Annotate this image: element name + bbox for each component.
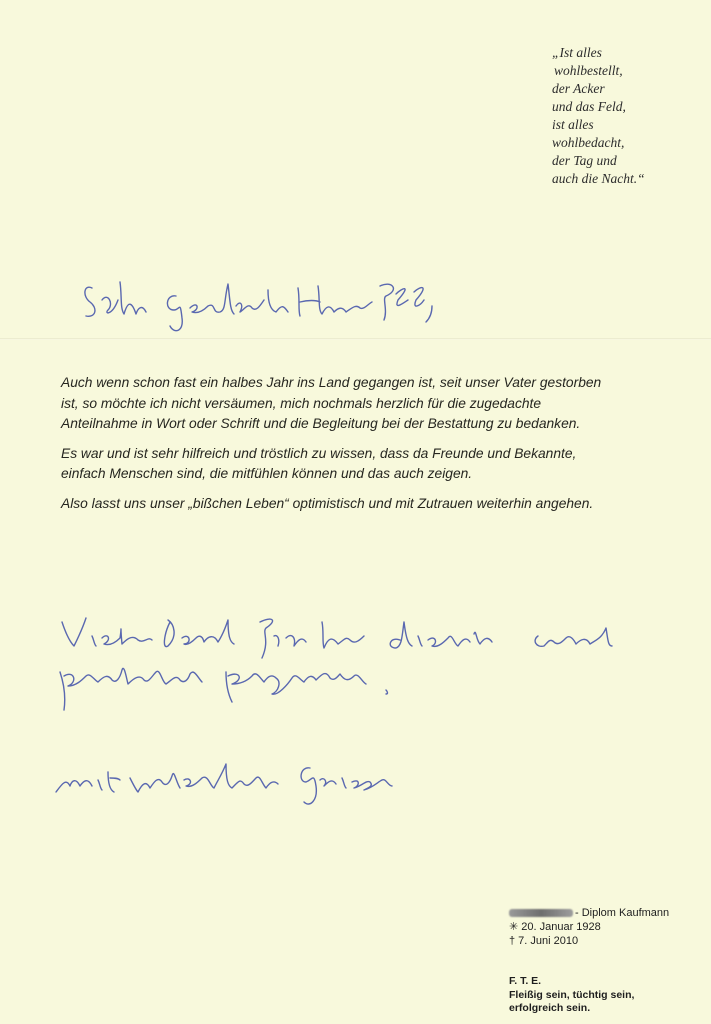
body-paragraph: Auch wenn schon fast ein halbes Jahr ins Land gegangen ist, seit unser Vater gestorben ist, so möchte ich nicht versäumen, mich nochmals herzlich für die zugedachte Anteilnahme in Wort oder Schrift und die Begleitung bei der Bestattung zu bedanken. xyxy=(61,375,602,431)
poem-line: wohlbedacht, xyxy=(552,135,625,150)
handwriting-greeting-stroke xyxy=(80,270,440,340)
footer-name-line xyxy=(509,906,709,920)
poem-line: der Tag und xyxy=(552,153,617,168)
poem-line: auch die Nacht.“ xyxy=(552,171,645,186)
handwriting-closing-stroke xyxy=(52,752,412,812)
poem-line: und das Feld, xyxy=(552,99,626,114)
footer-born: ✳ 20. Januar 1928 xyxy=(509,921,601,933)
letter-body xyxy=(61,373,621,523)
handwriting-thanks-stroke xyxy=(56,610,636,720)
handwritten-greeting-text xyxy=(0,0,1,1)
handwritten-thanks-line2 xyxy=(0,0,1,1)
poem-quote xyxy=(552,44,702,188)
handwritten-closing-text xyxy=(0,0,1,1)
footer-title: - Diplom Kaufmann xyxy=(575,907,670,919)
footer-motto xyxy=(509,975,709,1016)
body-paragraph: Also lasst uns unser „bißchen Leben“ optimistisch und mit Zutrauen weiterhin angehen. xyxy=(61,495,594,511)
poem-line: der Acker xyxy=(552,81,605,96)
redacted-name xyxy=(509,909,573,917)
body-paragraph: Es war und ist sehr hilfreich und tröstlich zu wissen, dass da Freunde und Bekannte, einfach Menschen sind, die mitfühlen können und das auch zeigen. xyxy=(61,445,577,481)
footer-motto-line: Fleißig sein, tüchtig sein, xyxy=(509,988,635,1001)
poem-line: „Ist alles xyxy=(552,45,602,60)
handwritten-thanks-line1 xyxy=(0,0,1,1)
footer-motto-line: erfolgreich sein. xyxy=(509,1002,591,1014)
footer-died: † 7. Juni 2010 xyxy=(509,935,579,947)
poem-line: ist alles xyxy=(552,117,594,132)
footer-initials: F. T. E. xyxy=(509,975,542,987)
poem-line: wohlbestellt, xyxy=(554,63,623,78)
footer-deceased-info xyxy=(509,906,709,948)
